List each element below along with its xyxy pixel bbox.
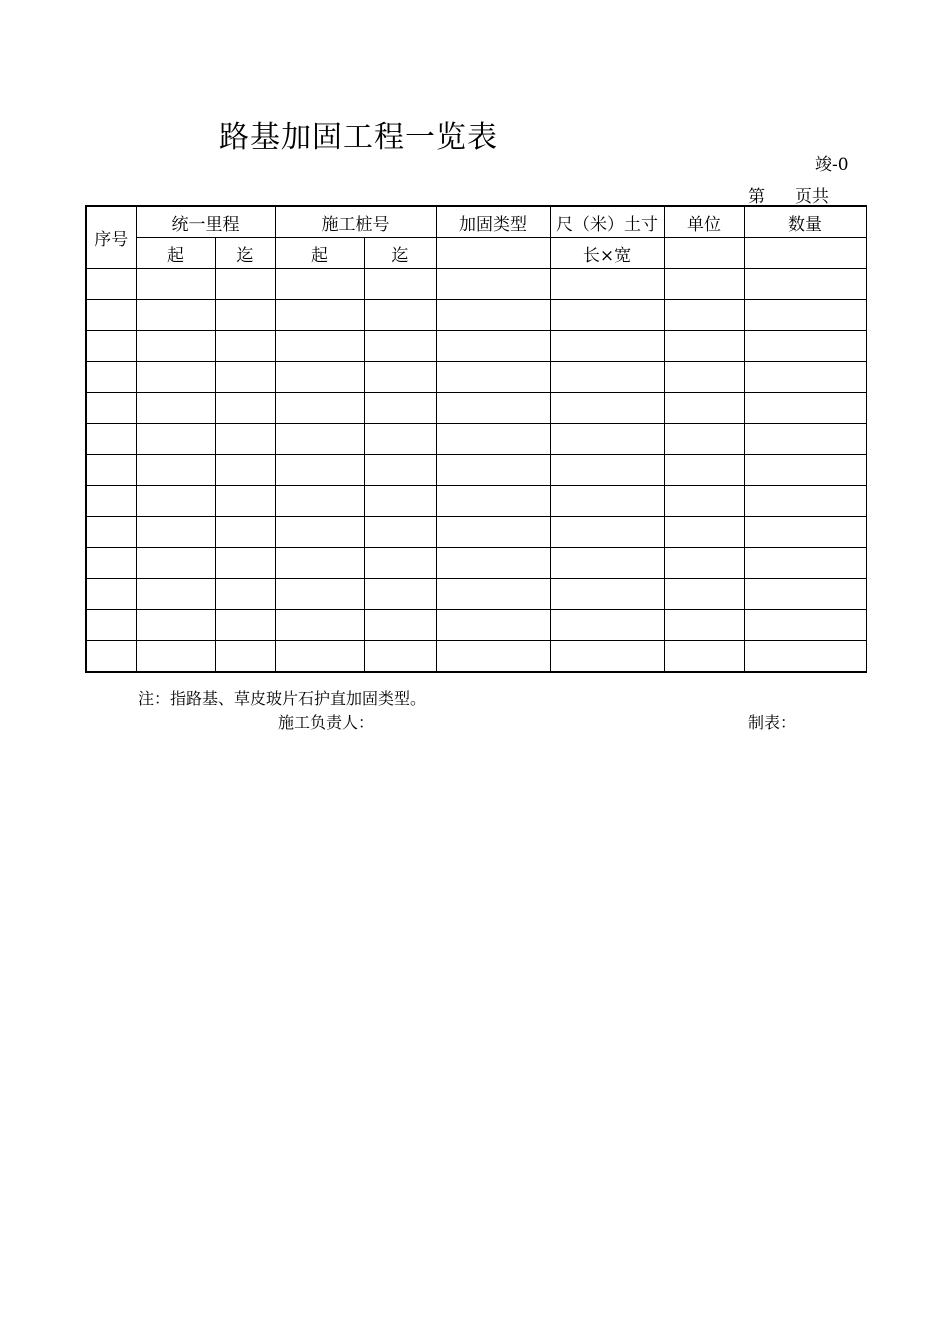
table-cell[interactable] xyxy=(744,610,866,641)
table-cell[interactable] xyxy=(550,300,664,331)
table-cell[interactable] xyxy=(664,641,744,673)
table-row xyxy=(86,362,866,393)
table-cell[interactable] xyxy=(364,610,436,641)
table-cell[interactable] xyxy=(215,579,275,610)
table-row xyxy=(86,641,866,673)
table-cell[interactable] xyxy=(436,455,550,486)
table-row xyxy=(86,300,866,331)
table-row xyxy=(86,393,866,424)
table-cell[interactable] xyxy=(215,486,275,517)
table-cell[interactable] xyxy=(215,269,275,300)
table-cell[interactable] xyxy=(136,610,215,641)
table-cell[interactable] xyxy=(744,269,866,300)
table-cell[interactable] xyxy=(86,517,136,548)
table-cell[interactable] xyxy=(744,300,866,331)
table-cell[interactable] xyxy=(275,362,364,393)
table-row xyxy=(86,455,866,486)
table-cell[interactable] xyxy=(86,486,136,517)
table-cell[interactable] xyxy=(664,300,744,331)
table-cell[interactable] xyxy=(136,393,215,424)
table-cell[interactable] xyxy=(136,300,215,331)
table-cell[interactable] xyxy=(136,424,215,455)
construction-lead-signature: 施工负责人： xyxy=(278,713,375,732)
table-cell[interactable] xyxy=(136,331,215,362)
table-cell[interactable] xyxy=(744,486,866,517)
header-unit-sub xyxy=(664,238,744,269)
table-cell[interactable] xyxy=(215,300,275,331)
table-cell[interactable] xyxy=(436,641,550,673)
page-middle: 页共 xyxy=(795,187,829,207)
table-cell[interactable] xyxy=(664,424,744,455)
table-cell[interactable] xyxy=(550,393,664,424)
table-cell[interactable] xyxy=(215,362,275,393)
table-cell[interactable] xyxy=(744,517,866,548)
table-cell[interactable] xyxy=(664,548,744,579)
header-seq: 序号 xyxy=(86,206,136,269)
table-cell[interactable] xyxy=(664,362,744,393)
table-cell[interactable] xyxy=(550,424,664,455)
table-cell[interactable] xyxy=(550,455,664,486)
header-mileage-end: 迄 xyxy=(215,238,275,269)
prepared-by-signature: 制表： xyxy=(748,713,797,732)
table-cell[interactable] xyxy=(436,331,550,362)
table-cell[interactable] xyxy=(136,517,215,548)
table-cell[interactable] xyxy=(275,548,364,579)
table-cell[interactable] xyxy=(275,579,364,610)
header-unit: 单位 xyxy=(664,206,744,238)
header-station-end: 迄 xyxy=(364,238,436,269)
reinforcement-table xyxy=(85,205,867,673)
table-cell[interactable] xyxy=(215,610,275,641)
table-cell[interactable] xyxy=(275,424,364,455)
table-cell[interactable] xyxy=(86,641,136,673)
table-cell[interactable] xyxy=(744,548,866,579)
header-size: 尺（米）土寸 xyxy=(550,206,664,238)
header-construction-station: 施工桩号 xyxy=(275,206,436,238)
page-title: 路基加固工程一览表 xyxy=(219,120,498,155)
table-cell[interactable] xyxy=(364,331,436,362)
table-cell[interactable] xyxy=(364,579,436,610)
header-quantity-sub xyxy=(744,238,866,269)
header-row-2 xyxy=(86,238,866,269)
table-cell[interactable] xyxy=(744,331,866,362)
table-cell[interactable] xyxy=(215,455,275,486)
table-row xyxy=(86,579,866,610)
table-row xyxy=(86,331,866,362)
header-unified-mileage: 统一里程 xyxy=(136,206,275,238)
table-cell[interactable] xyxy=(364,641,436,673)
table-cell[interactable] xyxy=(436,517,550,548)
footnote: 注：指路基、草皮玻片石护直加固类型。 xyxy=(138,689,427,708)
table-cell[interactable] xyxy=(86,300,136,331)
table-cell[interactable] xyxy=(436,610,550,641)
table-cell[interactable] xyxy=(744,393,866,424)
table-cell[interactable] xyxy=(744,641,866,673)
table-cell[interactable] xyxy=(744,362,866,393)
table-cell[interactable] xyxy=(275,300,364,331)
table-cell[interactable] xyxy=(364,300,436,331)
header-row-1 xyxy=(86,206,866,238)
header-reinforce-type: 加固类型 xyxy=(436,206,550,238)
table-cell[interactable] xyxy=(86,331,136,362)
table-cell[interactable] xyxy=(664,269,744,300)
table-cell[interactable] xyxy=(664,331,744,362)
reinforcement-table-container xyxy=(85,205,843,673)
table-cell[interactable] xyxy=(364,362,436,393)
table-cell[interactable] xyxy=(86,455,136,486)
table-cell[interactable] xyxy=(364,548,436,579)
table-cell[interactable] xyxy=(664,455,744,486)
table-row xyxy=(86,517,866,548)
document-code: 竣-0 xyxy=(815,155,849,175)
table-cell[interactable] xyxy=(136,579,215,610)
table-cell[interactable] xyxy=(215,424,275,455)
table-cell[interactable] xyxy=(664,610,744,641)
table-cell[interactable] xyxy=(364,486,436,517)
header-station-start: 起 xyxy=(275,238,364,269)
table-cell[interactable] xyxy=(364,269,436,300)
table-cell[interactable] xyxy=(436,362,550,393)
table-cell[interactable] xyxy=(275,393,364,424)
table-cell[interactable] xyxy=(275,641,364,673)
page-prefix: 第 xyxy=(748,187,765,207)
table-cell[interactable] xyxy=(215,517,275,548)
table-cell[interactable] xyxy=(86,610,136,641)
table-cell[interactable] xyxy=(364,517,436,548)
table-cell[interactable] xyxy=(136,486,215,517)
table-cell[interactable] xyxy=(86,269,136,300)
table-cell[interactable] xyxy=(436,486,550,517)
table-cell[interactable] xyxy=(550,548,664,579)
table-cell[interactable] xyxy=(664,579,744,610)
table-cell[interactable] xyxy=(436,393,550,424)
table-cell[interactable] xyxy=(215,548,275,579)
page-number-info xyxy=(748,182,843,207)
table-row xyxy=(86,424,866,455)
table-cell[interactable] xyxy=(136,362,215,393)
table-cell[interactable] xyxy=(550,610,664,641)
header-quantity: 数量 xyxy=(744,206,866,238)
table-cell[interactable] xyxy=(275,269,364,300)
table-cell[interactable] xyxy=(436,548,550,579)
table-cell[interactable] xyxy=(550,362,664,393)
table-cell[interactable] xyxy=(86,424,136,455)
table-cell[interactable] xyxy=(744,424,866,455)
table-cell[interactable] xyxy=(550,517,664,548)
table-cell[interactable] xyxy=(550,486,664,517)
header-size-sub: 长×宽 xyxy=(550,238,664,269)
table-cell[interactable] xyxy=(664,517,744,548)
table-row xyxy=(86,269,866,300)
header-mileage-start: 起 xyxy=(136,238,215,269)
table-cell[interactable] xyxy=(436,579,550,610)
table-cell[interactable] xyxy=(86,393,136,424)
table-cell[interactable] xyxy=(215,331,275,362)
table-cell[interactable] xyxy=(744,579,866,610)
table-cell[interactable] xyxy=(364,393,436,424)
table-row xyxy=(86,610,866,641)
table-cell[interactable] xyxy=(86,579,136,610)
table-cell[interactable] xyxy=(215,393,275,424)
table-cell[interactable] xyxy=(436,424,550,455)
table-cell[interactable] xyxy=(136,548,215,579)
table-cell[interactable] xyxy=(136,455,215,486)
table-cell[interactable] xyxy=(86,362,136,393)
table-cell[interactable] xyxy=(136,269,215,300)
table-cell[interactable] xyxy=(364,455,436,486)
table-cell[interactable] xyxy=(550,641,664,673)
table-cell[interactable] xyxy=(275,486,364,517)
table-cell[interactable] xyxy=(275,610,364,641)
header-reinforce-type-sub xyxy=(436,238,550,269)
table-cell[interactable] xyxy=(664,486,744,517)
table-row xyxy=(86,548,866,579)
table-cell[interactable] xyxy=(275,517,364,548)
table-cell[interactable] xyxy=(86,548,136,579)
table-cell[interactable] xyxy=(550,579,664,610)
table-cell[interactable] xyxy=(550,269,664,300)
table-cell[interactable] xyxy=(550,331,664,362)
table-cell[interactable] xyxy=(744,455,866,486)
table-cell[interactable] xyxy=(364,424,436,455)
table-cell[interactable] xyxy=(136,641,215,673)
table-cell[interactable] xyxy=(275,455,364,486)
table-row xyxy=(86,486,866,517)
table-cell[interactable] xyxy=(436,269,550,300)
table-cell[interactable] xyxy=(436,300,550,331)
table-cell[interactable] xyxy=(275,331,364,362)
table-cell[interactable] xyxy=(215,641,275,673)
table-cell[interactable] xyxy=(664,393,744,424)
